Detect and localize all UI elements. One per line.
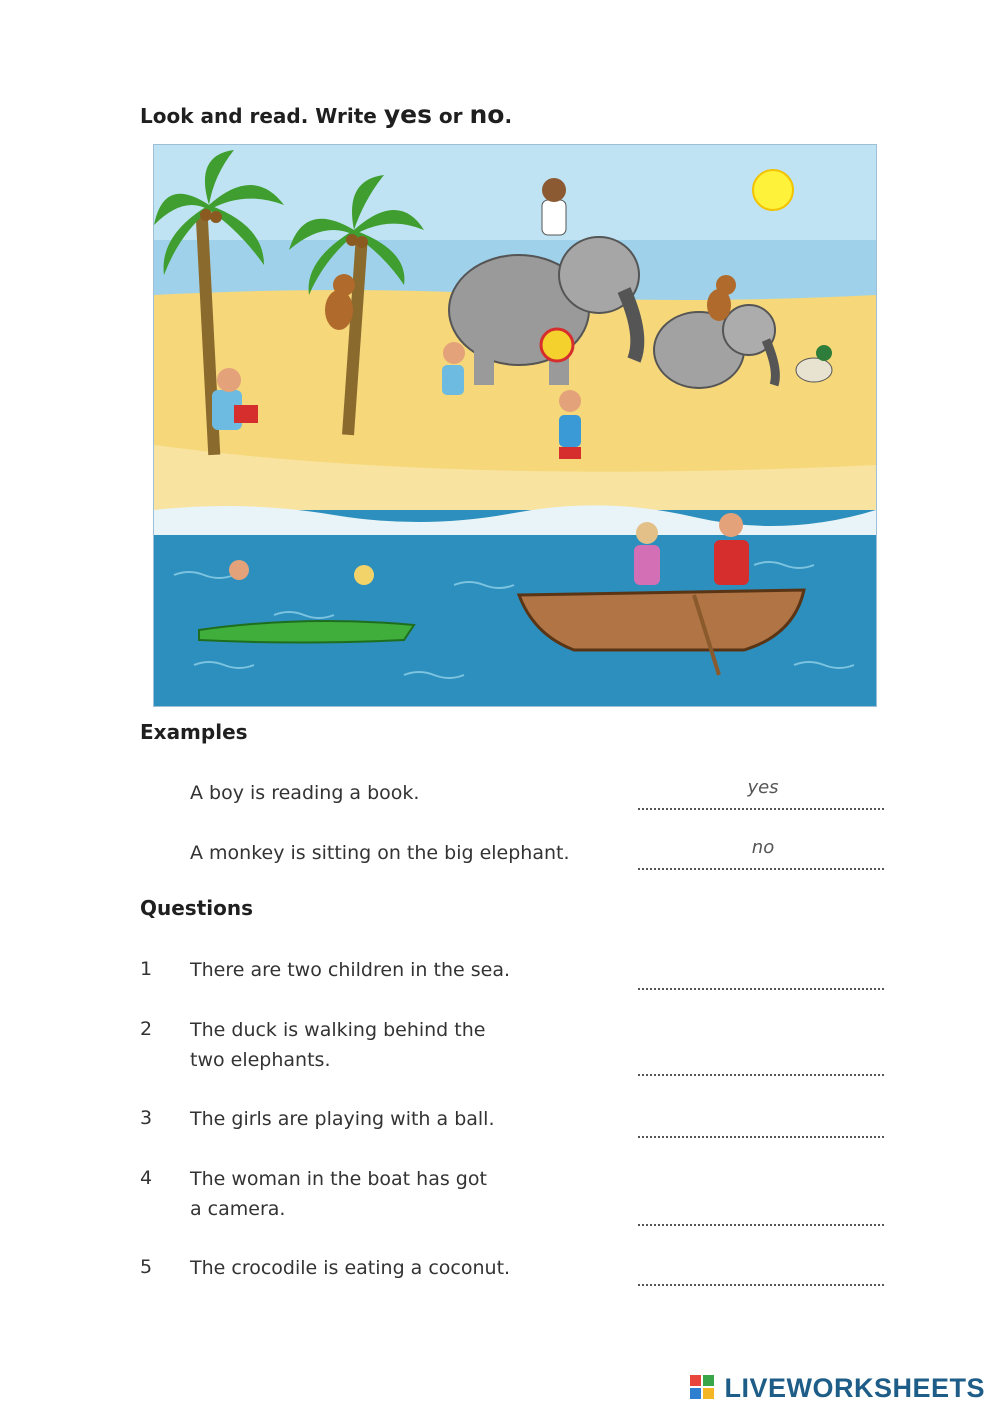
instruction-yes: yes (383, 100, 432, 129)
question-5-number: 5 (140, 1256, 153, 1278)
question-2-text (190, 1015, 550, 1075)
example-2-answer (638, 836, 888, 859)
question-5-answer-input[interactable] (638, 1252, 888, 1275)
question-4-line1: The woman in the boat has got (190, 1168, 487, 1190)
question-3-number: 3 (140, 1107, 153, 1129)
question-2-line2: two elephants. (190, 1049, 331, 1071)
instruction-end: . (504, 104, 513, 128)
question-2-answer-line (638, 1048, 884, 1076)
example-1-answer (638, 776, 888, 799)
question-4-number: 4 (140, 1167, 153, 1189)
question-2-line1: The duck is walking behind the (190, 1019, 486, 1041)
question-5-text (190, 1253, 550, 1283)
instruction-text: Look and read. Write (140, 104, 384, 128)
instruction-no: no (469, 100, 505, 129)
liveworksheets-logo: LIVEWORKSHEETS (724, 1373, 985, 1403)
question-3-text (190, 1104, 550, 1134)
question-2-number: 2 (140, 1018, 153, 1040)
question-3-answer-line (638, 1110, 884, 1138)
boat (519, 590, 804, 650)
question-3-answer-input[interactable] (638, 1104, 888, 1127)
question-4-line2: a camera. (190, 1198, 286, 1220)
example-1-answer-line (638, 782, 884, 810)
sun (753, 170, 793, 210)
example-2-answer-line (638, 842, 884, 870)
question-5-answer-line (638, 1258, 884, 1286)
questions-heading: Questions (140, 896, 254, 920)
liveworksheets-logo-icon (690, 1375, 714, 1399)
question-4-answer-line (638, 1198, 884, 1226)
question-5-line1: The crocodile is eating a coconut. (190, 1257, 511, 1279)
beach-ball (541, 329, 573, 361)
question-1-number: 1 (140, 958, 153, 980)
question-1-line1: There are two children in the sea. (190, 959, 511, 981)
question-4-answer-input[interactable] (638, 1192, 888, 1215)
example-2-text: A monkey is sitting on the big elephant. (190, 842, 570, 864)
duck (796, 358, 832, 382)
instruction-or: or (431, 104, 470, 128)
instruction (140, 100, 512, 129)
question-3-line1: The girls are playing with a ball. (190, 1108, 495, 1130)
question-1-text (190, 955, 550, 985)
question-1-answer-line (638, 962, 884, 990)
example-1-text: A boy is reading a book. (190, 782, 420, 804)
question-2-answer-input[interactable] (638, 1042, 888, 1065)
question-4-text (190, 1164, 550, 1224)
examples-heading: Examples (140, 720, 248, 744)
question-1-answer-input[interactable] (638, 956, 888, 979)
beach-scene-illustration (153, 144, 877, 707)
